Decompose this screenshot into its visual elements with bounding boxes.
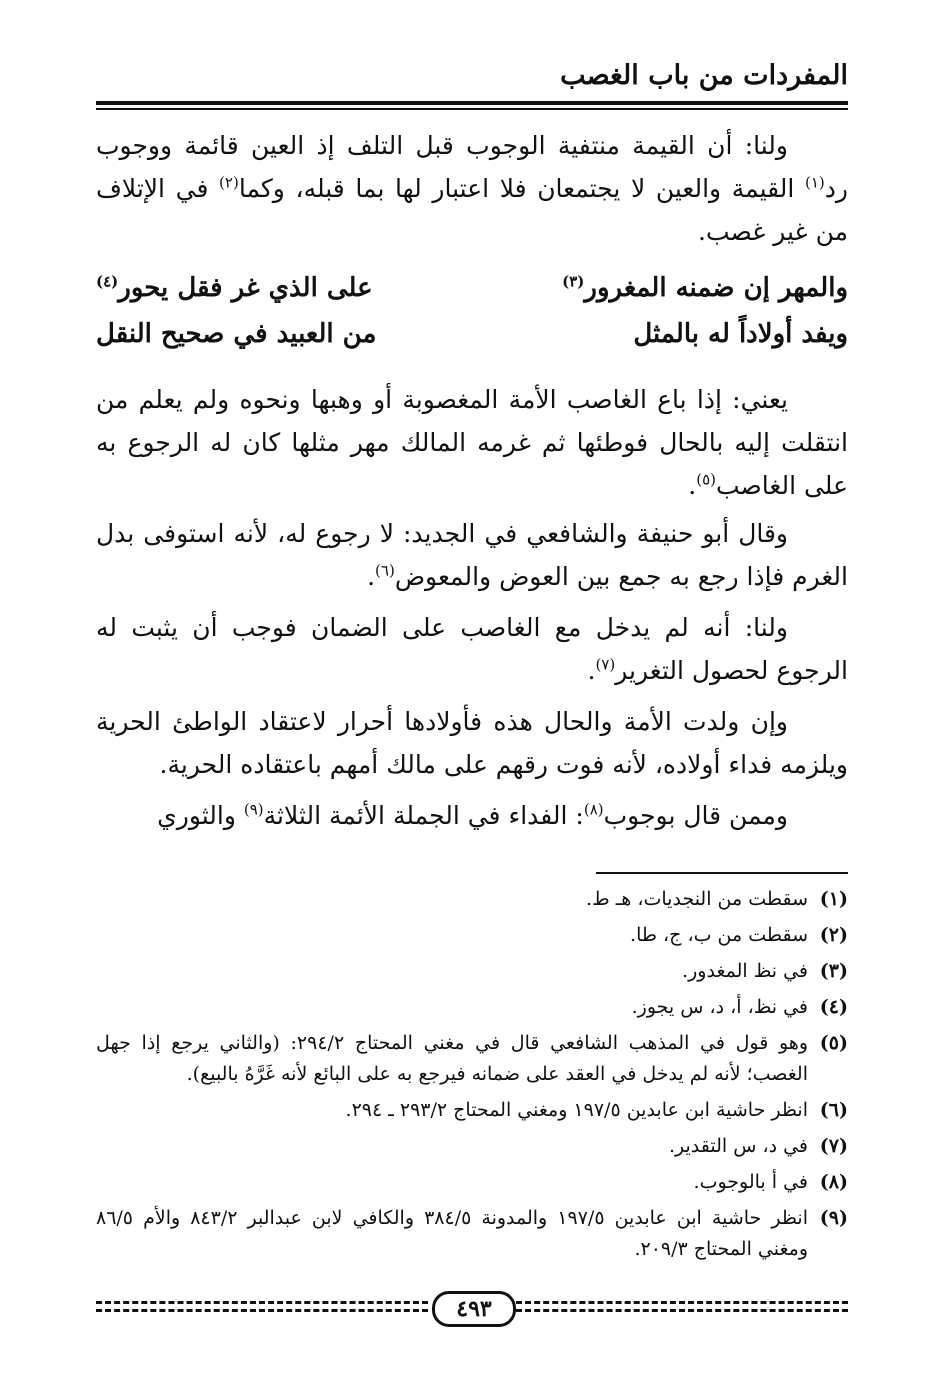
footer-dashed-rule-left (96, 1301, 428, 1304)
footnote-item (96, 1203, 848, 1265)
verse-line-1 (96, 266, 848, 310)
verse-line-2 (96, 312, 848, 356)
footnote-number: (٨) (819, 1171, 848, 1193)
verse-1-second-hemistich: على الذي غر فقل يحور$^{(٤)}$ (96, 272, 373, 303)
paragraph-4: ولنا: أنه لم يدخل مع الغاصب على الضمان فوجب أن يثبت له الرجوع لحصول التغرير$^{(٧)}$. (96, 613, 848, 685)
footnote-text: في نظ المغدور. (682, 960, 808, 982)
running-header-title: المفردات من باب الغصب (560, 60, 848, 91)
paragraph-6: وممن قال بوجوب$^{(٨)}$: الفداء في الجملة الأئمة الثلاثة$^{(٩)}$ والثوري (157, 800, 788, 830)
paragraph-5: وإن ولدت الأمة والحال هذه فأولادها أحرار لاعتقاد الواطئ الحرية ويلزمه فداء أولاده، لأنه فوت رقهم على مالك أمهم باعتقاده الحرية. (96, 707, 848, 779)
page-footer (96, 1291, 848, 1325)
header-rule-thick (96, 101, 848, 105)
footnote-item (96, 956, 848, 987)
footnote-text: في د، س التقدير. (668, 1135, 808, 1157)
footnotes-list (96, 884, 848, 1270)
verse-1-first-hemistich: والمهر إن ضمنه المغرور$^{(٣)}$ (562, 272, 848, 303)
footnote-text: في أ بالوجوب. (693, 1171, 808, 1193)
paragraph-block-2 (96, 378, 848, 507)
footnote-number: (٧) (819, 1135, 848, 1157)
footnote-number: (٣) (819, 960, 848, 982)
page-number: ٤٩٣ (432, 1291, 516, 1327)
footnote-number: (٩) (819, 1207, 848, 1229)
footnote-separator (596, 872, 848, 874)
footnote-item (96, 1028, 848, 1090)
footnote-marker-3: (٣) (562, 272, 585, 291)
footnote-item (96, 1095, 848, 1126)
footnote-marker-8: (٨) (583, 800, 604, 819)
footnote-text: انظر حاشية ابن عابدين ١٩٧/٥ والمدونة ٣٨٤/٥ والكافي لابن عبدالبر ٨٤٣/٢ والأم ٨٦/٥ ومغني المحتاج ٢٠٩/٣. (96, 1207, 808, 1260)
header-rule-thin (96, 108, 848, 110)
footer-dashed-rule-right-lower (516, 1309, 848, 1312)
footnote-item (96, 1131, 848, 1162)
verse-2-first-hemistich: ويفد أولاداً له بالمثل (633, 319, 848, 349)
paragraph-block-3 (96, 512, 848, 598)
verse-2-second-hemistich: من العبيد في صحيح النقل (96, 319, 377, 349)
footnote-text: وهو قول في المذهب الشافعي قال في مغني المحتاج ٢٩٤/٢: (والثاني يرجع إذا جهل الغصب؛ لأنه لم يدخل في العقد على ضمانه فيرجع به على البائع لأنه غَرَّهُ بالبيع). (96, 1032, 808, 1085)
footnote-item (96, 992, 848, 1023)
footnote-marker-6: (٦) (375, 561, 395, 580)
footnote-number: (٦) (819, 1099, 848, 1121)
footnote-text: انظر حاشية ابن عابدين ١٩٧/٥ ومغني المحتاج ٢٩٣/٢ ـ ٢٩٤. (345, 1099, 808, 1121)
footnote-marker-4: (٤) (96, 272, 119, 291)
paragraph-2: يعني: إذا باع الغاصب الأمة المغصوبة أو وهبها ونحوه ولم يعلم من انتقلت إليه بالحال فوطئها ثم غرمه المالك مهر مثلها كان له الرجوع به على الغاصب$^{(٥)}$. (96, 385, 848, 500)
footnote-marker-1: (١) (804, 173, 825, 192)
footer-dashed-rule-right (516, 1301, 848, 1304)
footnote-marker-5: (٥) (696, 470, 716, 489)
footnote-marker-2: (٢) (219, 173, 239, 192)
paragraph-block-1 (96, 124, 848, 253)
footnote-number: (١) (819, 888, 848, 910)
footnote-text: سقطت من ب، ج، طا. (630, 924, 808, 946)
footnote-number: (٥) (819, 1032, 848, 1054)
footnote-marker-9: (٩) (243, 800, 264, 819)
paragraph-block-4 (96, 606, 848, 692)
paragraph-block-5 (96, 700, 848, 786)
footnote-item (96, 1167, 848, 1198)
footnote-text: في نظ، أ، د، س يجوز. (631, 996, 808, 1018)
footnote-text: سقطت من النجديات، هـ ط. (586, 888, 808, 910)
footnote-marker-7: (٧) (595, 655, 616, 674)
footnote-item (96, 884, 848, 915)
footer-dashed-rule-left-lower (96, 1309, 428, 1312)
footnote-item (96, 920, 848, 951)
footnote-number: (٤) (819, 996, 848, 1018)
paragraph-block-6 (96, 794, 848, 837)
paragraph-1: ولنا: أن القيمة منتفية الوجوب قبل التلف إذ العين قائمة ووجوب رد$^{(١)}$ القيمة والعين لا يجتمعان فلا اعتبار لها بما قبله، وكما$^{(٢)}$ في الإتلاف من غير غصب. (96, 131, 848, 246)
paragraph-3: وقال أبو حنيفة والشافعي في الجديد: لا رجوع له، لأنه استوفى بدل الغرم فإذا رجع به جمع بين العوض والمعوض$^{(٦)}$. (96, 519, 848, 591)
footnote-number: (٢) (819, 924, 848, 946)
